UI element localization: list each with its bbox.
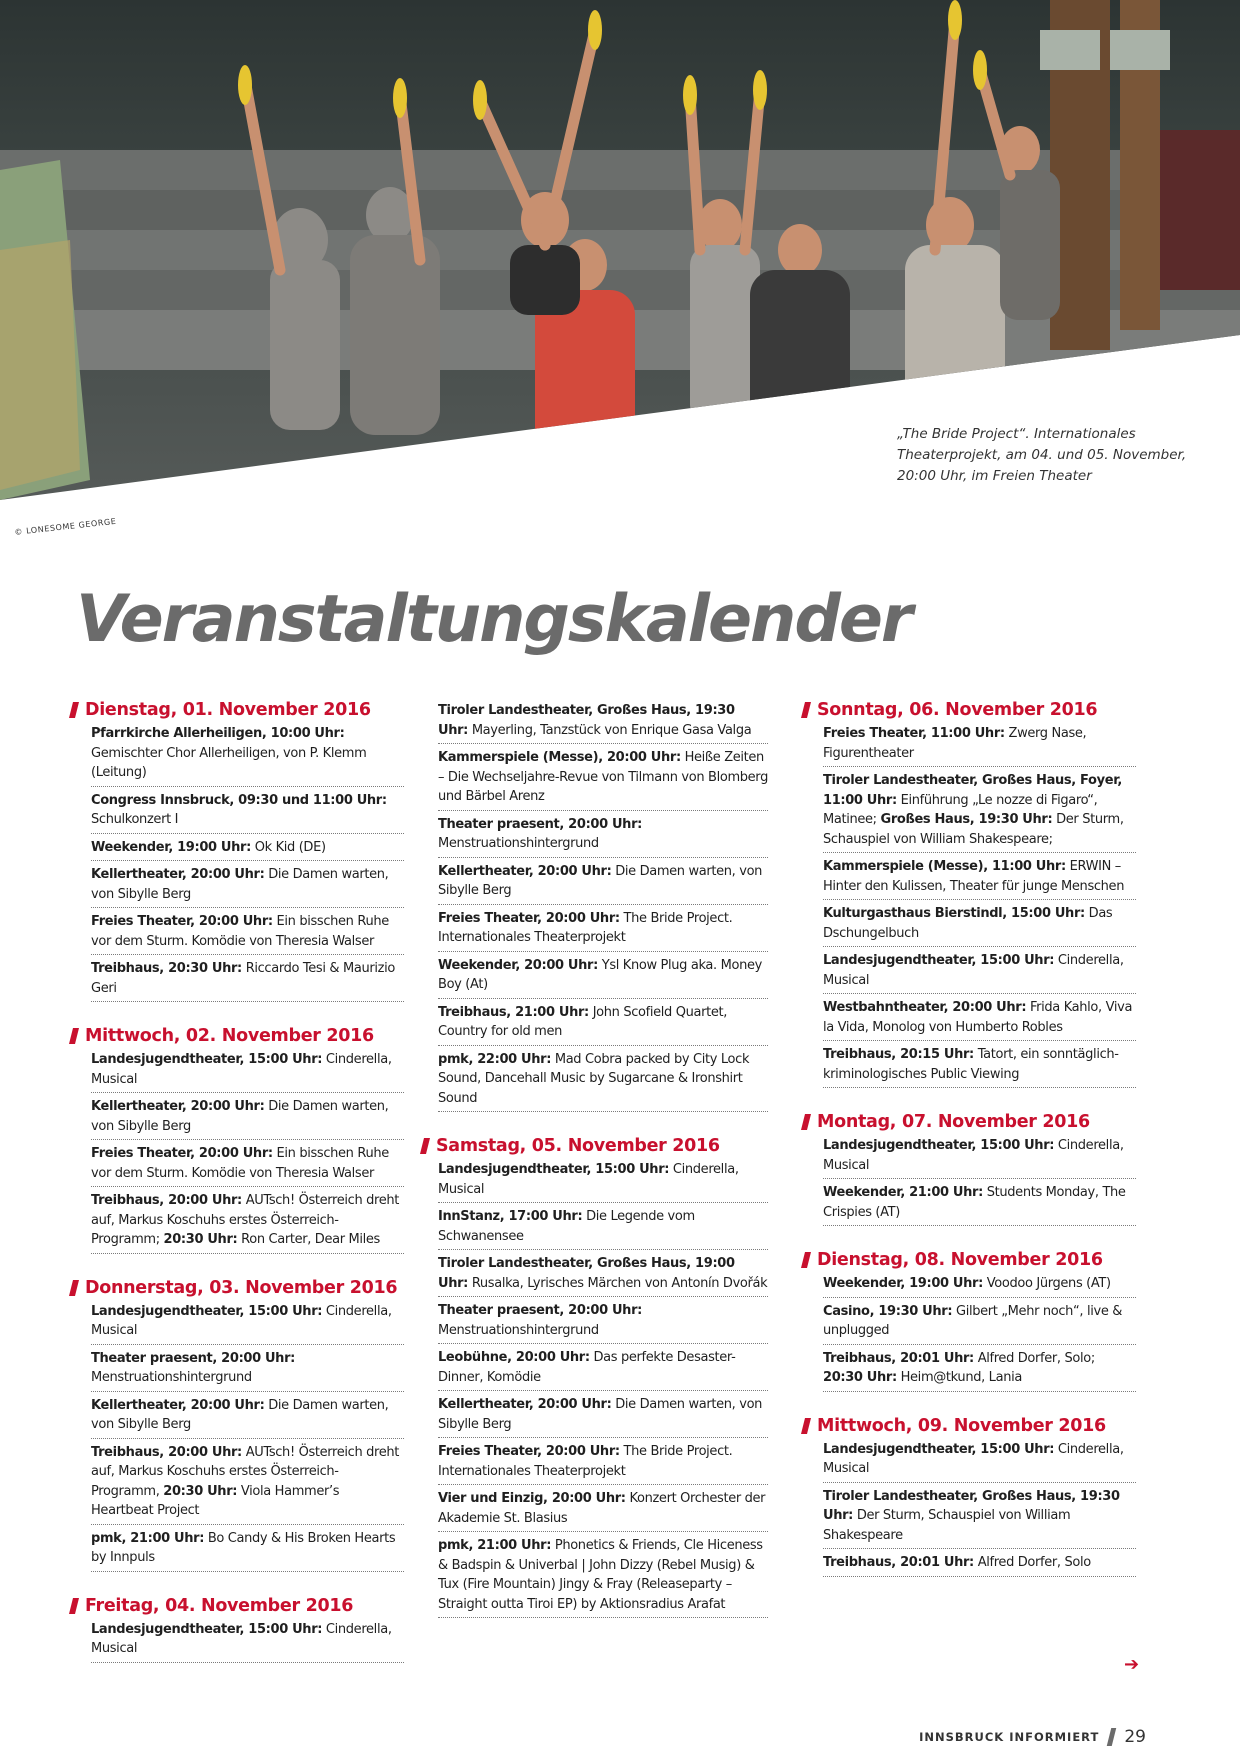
photo-caption: „The Bride Project“. Internationales Theaterprojekt, am 04. und 05. November, 20:00 Uhr, im Freien Theater [897, 426, 1187, 484]
event-venue-time: Pfarrkirche Allerheiligen, 10:00 Uhr: [91, 726, 345, 741]
event-entry [823, 997, 1136, 1041]
day-section [74, 1026, 404, 1254]
event-venue-time: Weekender, 20:00 Uhr: [438, 957, 598, 973]
day-section [438, 1136, 768, 1618]
event-entry [438, 700, 768, 744]
event-venue-time: Congress Innsbruck, 09:30 und 11:00 Uhr: [91, 792, 387, 808]
day-title: Sonntag, 06. November 2016 [817, 700, 1098, 720]
event-venue-time: Landesjugendtheater, 15:00 Uhr: [823, 1441, 1055, 1457]
event-entry [91, 1528, 404, 1572]
event-entry [91, 1619, 404, 1663]
event-description: Heiße Zeiten – Die Wechseljahre-Revue von Tilmann von Blomberg und Bärbel Arenz [438, 750, 768, 804]
day-marker [801, 702, 811, 718]
event-description: ERWIN – Hinter den Kulissen, Theater für junge Menschen [823, 859, 1125, 894]
event-venue-time: Treibhaus, 20:15 Uhr: [823, 1047, 974, 1062]
event-description: Phonetics & Friends, Cle Hiceness & Badspin & Univerbal | John Dizzy (Rebel Musig) & Tux (Fire Mountain) Jingy & Fray (Releaseparty – Straight outta Tiroi EP) by Aktionsradius Arafat [438, 1538, 763, 1612]
day-marker [69, 702, 79, 718]
event-entry [438, 861, 768, 905]
page-title: Veranstaltungskalender [76, 582, 911, 657]
publication-name: INNSBRUCK INFORMIERT [919, 1730, 1100, 1744]
event-venue-time: Theater praesent, 20:00 Uhr: [91, 1350, 296, 1366]
event-venue-time: Tiroler Landestheater, Großes Haus, 19:00 Uhr: [438, 1256, 735, 1291]
day-marker [69, 1280, 79, 1296]
day-heading [71, 1596, 404, 1616]
page-number: 29 [1124, 1727, 1146, 1747]
event-venue-time: Freies Theater, 11:00 Uhr: [823, 726, 1005, 741]
day-marker [801, 1252, 811, 1268]
event-entry [823, 1182, 1136, 1226]
event-description: Das Dschungelbuch [823, 906, 1113, 941]
event-venue-time: Großes Haus, 19:30 Uhr: [880, 812, 1053, 827]
event-description: Die Damen warten, von Sibylle Berg [91, 867, 389, 902]
event-entry [438, 955, 768, 999]
event-entry [438, 814, 768, 858]
event-venue-time: Kammerspiele (Messe), 20:00 Uhr: [438, 750, 681, 765]
event-description: AUTsch! Österreich dreht auf, Markus Koschuhs erstes Österreich-Programm; [91, 1193, 400, 1247]
day-section [806, 1112, 1136, 1226]
event-description: Rusalka, Lyrisches Märchen von Antonín Dvořák [468, 1275, 768, 1291]
event-venue-time: InnStanz, 17:00 Uhr: [438, 1209, 583, 1224]
day-heading [803, 1416, 1136, 1436]
event-entry [438, 1347, 768, 1391]
event-venue-time: Casino, 19:30 Uhr: [823, 1303, 953, 1319]
day-title: Freitag, 04. November 2016 [85, 1595, 354, 1616]
day-section [74, 700, 404, 1002]
event-venue-time: Vier und Einzig, 20:00 Uhr: [438, 1491, 626, 1506]
event-venue-time: 20:30 Uhr: [823, 1370, 897, 1385]
day-heading [803, 1112, 1136, 1132]
event-entry [823, 1486, 1136, 1550]
day-heading [71, 1026, 404, 1046]
event-venue-time: Kellertheater, 20:00 Uhr: [91, 867, 265, 882]
event-venue-time: Freies Theater, 20:00 Uhr: [438, 1444, 620, 1459]
event-venue-time: Landesjugendtheater, 15:00 Uhr: [823, 1138, 1055, 1153]
day-heading [71, 1278, 404, 1298]
event-venue-time: pmk, 22:00 Uhr: [438, 1051, 552, 1067]
page-footer [919, 1727, 1146, 1747]
day-title: Mittwoch, 02. November 2016 [85, 1026, 374, 1046]
event-entry [91, 1442, 404, 1525]
event-description: Ok Kid (DE) [250, 839, 326, 855]
day-heading [71, 700, 404, 720]
event-venue-time: Landesjugendtheater, 15:00 Uhr: [438, 1162, 670, 1177]
event-description: Cinderella, Musical [91, 1621, 392, 1656]
event-entry [438, 1002, 768, 1046]
day-marker [420, 1138, 430, 1154]
event-venue-time: Kulturgasthaus Bierstindl, 15:00 Uhr: [823, 906, 1085, 921]
event-description: Gilbert „Mehr noch“, live & unplugged [823, 1303, 1123, 1338]
event-description: Cinderella, Musical [823, 1441, 1124, 1476]
event-description: Viola Hammer’s Heartbeat Project [91, 1483, 340, 1518]
event-venue-time: Treibhaus, 21:00 Uhr: [438, 1004, 589, 1020]
event-description: Der Sturm, Schauspiel von William Shakespeare; [823, 812, 1124, 847]
day-section [806, 1416, 1136, 1577]
event-entry [823, 1044, 1136, 1088]
event-venue-time: Landesjugendtheater, 15:00 Uhr: [91, 1303, 323, 1319]
event-description: Tatort, ein sonntäglich-kriminologisches Public Viewing [823, 1047, 1119, 1082]
event-description: Bo Candy & His Broken Hearts by Innpuls [91, 1530, 396, 1565]
event-venue-time: Weekender, 19:00 Uhr: [91, 839, 251, 855]
event-description: Ein bisschen Ruhe vor dem Sturm. Komödie von Theresia Walser [91, 1146, 389, 1181]
event-entry [91, 911, 404, 955]
event-description: Schulkonzert I [91, 812, 179, 827]
event-entry [823, 770, 1136, 853]
event-entry [91, 958, 404, 1002]
event-description: Die Damen warten, von Sibylle Berg [438, 1397, 763, 1432]
event-entry [438, 1049, 768, 1113]
day-title: Montag, 07. November 2016 [817, 1112, 1090, 1132]
event-description: Cinderella, Musical [91, 1303, 392, 1338]
event-description: Cinderella, Musical [91, 1052, 392, 1087]
event-description: Menstruationshintergrund [91, 1370, 252, 1385]
event-entry [91, 837, 404, 862]
event-venue-time: Landesjugendtheater, 15:00 Uhr: [91, 1621, 323, 1637]
footer-divider [1107, 1728, 1116, 1746]
event-entry [91, 1143, 404, 1187]
event-venue-time: Treibhaus, 20:30 Uhr: [91, 961, 242, 976]
event-entry [91, 1348, 404, 1392]
event-entry [438, 1159, 768, 1203]
event-description: Einführung „Le nozze di Figaro“, Matinee; [823, 792, 1098, 827]
day-section [806, 1250, 1136, 1392]
event-description: Die Damen warten, von Sibylle Berg [438, 863, 763, 898]
event-description: Gemischter Chor Allerheiligen, von P. Klemm (Leitung) [91, 745, 367, 780]
event-venue-time: Tiroler Landestheater, Großes Haus, 19:30 Uhr: [438, 703, 735, 738]
event-entry [823, 723, 1136, 767]
event-entry [438, 908, 768, 952]
calendar-column-3 [806, 700, 1136, 1601]
event-entry [438, 1535, 768, 1618]
event-venue-time: Kellertheater, 20:00 Uhr: [438, 863, 612, 879]
event-venue-time: Weekender, 21:00 Uhr: [823, 1185, 983, 1200]
event-venue-time: pmk, 21:00 Uhr: [91, 1530, 205, 1546]
event-venue-time: Theater praesent, 20:00 Uhr: [438, 1303, 643, 1318]
event-venue-time: Kellertheater, 20:00 Uhr: [91, 1397, 265, 1413]
event-entry [823, 1301, 1136, 1345]
day-marker [801, 1114, 811, 1130]
event-venue-time: Weekender, 19:00 Uhr: [823, 1276, 983, 1291]
event-entry [823, 1273, 1136, 1298]
event-venue-time: Kellertheater, 20:00 Uhr: [91, 1099, 265, 1114]
calendar-column-2 [438, 700, 768, 1642]
event-description: The Bride Project. Internationales Theaterprojekt [438, 1444, 733, 1479]
event-description: Konzert Orchester der Akademie St. Blasius [438, 1491, 766, 1526]
event-description: Riccardo Tesi & Maurizio Geri [91, 961, 395, 996]
event-entry [438, 1300, 768, 1344]
event-venue-time: Freies Theater, 20:00 Uhr: [91, 914, 273, 929]
event-venue-time: Landesjugendtheater, 15:00 Uhr: [91, 1052, 323, 1067]
day-section [438, 700, 768, 1112]
event-venue-time: Tiroler Landestheater, Großes Haus, 19:30 Uhr: [823, 1488, 1120, 1523]
event-entry [823, 1135, 1136, 1179]
event-venue-time: Treibhaus, 20:00 Uhr: [91, 1444, 242, 1460]
arrow-right-icon[interactable]: ➔ [1124, 1654, 1140, 1675]
day-marker [69, 1598, 79, 1614]
photo-credit: © LONESOME GEORGE [14, 516, 117, 537]
day-section [74, 1596, 404, 1663]
event-venue-time: Freies Theater, 20:00 Uhr: [91, 1146, 273, 1161]
event-venue-time: Tiroler Landestheater, Großes Haus, Foyer, 11:00 Uhr: [823, 773, 1122, 808]
event-venue-time: Theater praesent, 20:00 Uhr: [438, 816, 643, 832]
event-venue-time: Landesjugendtheater, 15:00 Uhr: [823, 953, 1055, 968]
day-heading [803, 700, 1136, 720]
event-description: Alfred Dorfer, Solo [973, 1555, 1091, 1570]
day-title: Mittwoch, 09. November 2016 [817, 1415, 1106, 1436]
event-description: Zwerg Nase, Figurentheater [823, 726, 1087, 761]
event-entry [438, 747, 768, 811]
event-venue-time: pmk, 21:00 Uhr: [438, 1538, 552, 1553]
event-description: Mad Cobra packed by City Lock Sound, Dancehall Music by Sugarcane & Ironshirt Sound [438, 1051, 750, 1106]
event-description: Cinderella, Musical [823, 953, 1124, 988]
event-description: Voodoo Jürgens (AT) [982, 1276, 1111, 1291]
day-marker [69, 1028, 79, 1044]
event-description: Ron Carter, Dear Miles [237, 1232, 380, 1247]
day-title: Samstag, 05. November 2016 [436, 1136, 720, 1156]
event-entry [91, 1395, 404, 1439]
event-entry [91, 1190, 404, 1254]
event-description: Das perfekte Desaster-Dinner, Komödie [438, 1350, 736, 1385]
day-title: Dienstag, 08. November 2016 [817, 1250, 1103, 1270]
event-description: Die Legende vom Schwanensee [438, 1209, 695, 1244]
event-entry [438, 1394, 768, 1438]
event-venue-time: Kellertheater, 20:00 Uhr: [438, 1397, 612, 1412]
event-entry [91, 1096, 404, 1140]
event-entry [823, 1348, 1136, 1392]
day-section [74, 1278, 404, 1572]
event-venue-time: Kammerspiele (Messe), 11:00 Uhr: [823, 859, 1066, 874]
event-venue-time: Westbahntheater, 20:00 Uhr: [823, 1000, 1027, 1015]
event-venue-time: Freies Theater, 20:00 Uhr: [438, 910, 620, 926]
event-entry [438, 1441, 768, 1485]
event-entry [438, 1488, 768, 1532]
event-description: Cinderella, Musical [438, 1162, 739, 1197]
event-venue-time: Leobühne, 20:00 Uhr: [438, 1350, 590, 1365]
event-description: Ein bisschen Ruhe vor dem Sturm. Komödie von Theresia Walser [91, 914, 389, 949]
event-entry [823, 950, 1136, 994]
calendar-column-1 [74, 700, 404, 1687]
event-description: Menstruationshintergrund [438, 836, 599, 851]
event-entry [91, 1049, 404, 1093]
event-description: Die Damen warten, von Sibylle Berg [91, 1099, 389, 1134]
event-description: Menstruationshintergrund [438, 1322, 599, 1338]
event-entry [823, 903, 1136, 947]
event-description: Der Sturm, Schauspiel von William Shakespeare [823, 1508, 1071, 1543]
event-entry [823, 1439, 1136, 1483]
event-venue-time: 20:30 Uhr: [163, 1483, 238, 1499]
day-title: Donnerstag, 03. November 2016 [85, 1277, 398, 1298]
event-venue-time: Treibhaus, 20:01 Uhr: [823, 1350, 974, 1366]
event-description: Students Monday, The Crispies (AT) [823, 1185, 1126, 1220]
event-description: Heim@tkund, Lania [896, 1370, 1022, 1385]
event-venue-time: Treibhaus, 20:01 Uhr: [823, 1555, 974, 1570]
event-entry [91, 790, 404, 834]
day-section [806, 700, 1136, 1088]
day-heading [422, 1136, 768, 1156]
event-entry [438, 1253, 768, 1297]
event-description: AUTsch! Österreich dreht auf, Markus Koschuhs erstes Österreich-Programm, [91, 1444, 400, 1499]
day-title: Dienstag, 01. November 2016 [85, 700, 371, 720]
event-entry [91, 723, 404, 787]
day-heading [803, 1250, 1136, 1270]
event-description: Die Damen warten, von Sibylle Berg [91, 1397, 389, 1432]
event-venue-time: Treibhaus, 20:00 Uhr: [91, 1193, 242, 1208]
event-entry [823, 1552, 1136, 1577]
event-venue-time: 20:30 Uhr: [163, 1232, 238, 1247]
event-entry [91, 1301, 404, 1345]
event-description: Mayerling, Tanzstück von Enrique Gasa Valga [468, 722, 752, 738]
event-description: The Bride Project. Internationales Theaterprojekt [438, 910, 733, 945]
event-description: Alfred Dorfer, Solo; [973, 1350, 1095, 1366]
event-description: Ysl Know Plug aka. Money Boy (At) [438, 957, 762, 992]
event-description: Cinderella, Musical [823, 1138, 1124, 1173]
event-entry [91, 864, 404, 908]
day-marker [801, 1418, 811, 1434]
event-entry [823, 856, 1136, 900]
event-description: John Scofield Quartet, Country for old men [438, 1004, 728, 1039]
event-description: Frida Kahlo, Viva la Vida, Monolog von Humberto Robles [823, 1000, 1133, 1035]
event-entry [438, 1206, 768, 1250]
